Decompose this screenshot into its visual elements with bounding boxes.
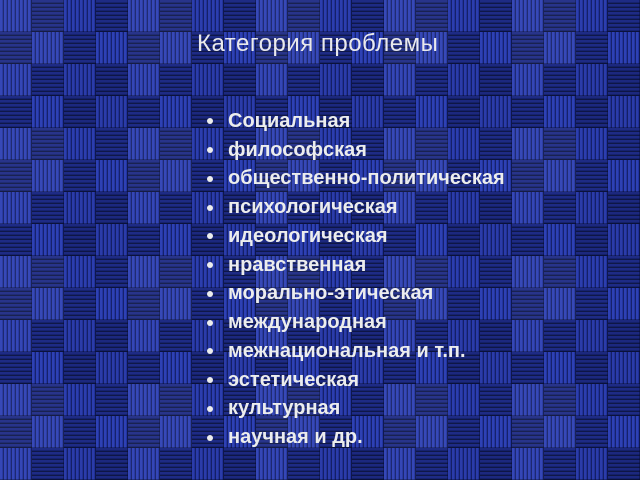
list-item — [207, 165, 607, 194]
bullet-dot-icon — [207, 406, 213, 412]
list-item — [207, 136, 607, 165]
list-item — [207, 280, 607, 309]
bullet-list — [207, 107, 607, 452]
list-item — [207, 395, 607, 424]
bullet-dot-icon — [207, 176, 213, 182]
list-item-label: международная — [228, 311, 387, 334]
bullet-dot-icon — [207, 320, 213, 326]
list-item-label: идеологическая — [228, 224, 388, 247]
list-item — [207, 308, 607, 337]
list-item-label: философская — [228, 138, 367, 161]
list-item-label: Социальная — [228, 109, 351, 132]
bullet-dot-icon — [207, 435, 213, 441]
bullet-dot-icon — [207, 377, 213, 383]
bullet-dot-icon — [207, 147, 213, 153]
list-item — [207, 337, 607, 366]
list-item — [207, 423, 607, 452]
bullet-dot-icon — [207, 348, 213, 354]
list-item-label: психологическая — [228, 196, 398, 219]
list-item — [207, 193, 607, 222]
list-item — [207, 366, 607, 395]
list-item-label: морально-этическая — [228, 282, 434, 305]
bullet-dot-icon — [207, 262, 213, 268]
list-item — [207, 251, 607, 280]
bullet-dot-icon — [207, 233, 213, 239]
list-item — [207, 107, 607, 136]
list-item-label: эстетическая — [228, 368, 360, 391]
list-item-label: общественно-политическая — [228, 167, 505, 190]
list-item-label: культурная — [228, 397, 341, 420]
list-item-label: научная и др. — [228, 426, 363, 449]
bullet-dot-icon — [207, 118, 213, 124]
bullet-dot-icon — [207, 291, 213, 297]
list-item — [207, 222, 607, 251]
slide-title: Категория проблемы — [197, 30, 439, 57]
list-item-label: межнациональная и т.п. — [228, 339, 466, 362]
bullet-dot-icon — [207, 205, 213, 211]
list-item-label: нравственная — [228, 253, 367, 276]
